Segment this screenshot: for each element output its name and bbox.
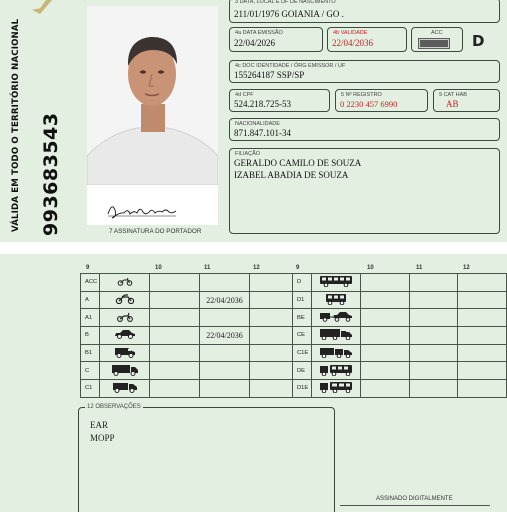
category-c10-cell (150, 327, 200, 345)
filiacao-label: FILIAÇÃO (235, 151, 261, 157)
doc-value: 155264187 SSP/SP (234, 70, 305, 80)
category-row (293, 291, 507, 309)
col-header-9-right: 9 (296, 265, 300, 271)
category-row (81, 327, 300, 345)
observations-label: 12 OBSERVAÇÕES (87, 404, 141, 410)
van-icon (114, 347, 136, 360)
category-code: BE (293, 309, 312, 327)
observations-box (78, 404, 335, 512)
vehicle-icon-cell (100, 362, 150, 380)
digital-signature-text: ASSINADO DIGITALMENTE (376, 496, 453, 502)
category-c12-cell (458, 309, 507, 327)
observation-line-2: MOPP (90, 433, 115, 443)
category-code: C1E (293, 344, 312, 362)
category-row (293, 344, 507, 362)
cat-hab-label: 9 CAT HAB (439, 92, 467, 98)
vehicle-icon-cell (100, 327, 150, 345)
signature-caption: 7 ASSINATURA DO PORTADOR (109, 228, 202, 235)
category-c11-cell (409, 274, 458, 292)
registro-label: 5 Nº REGISTRO (341, 92, 382, 98)
category-row (293, 327, 507, 345)
truck-icon (111, 364, 139, 378)
category-row (81, 274, 300, 292)
category-c10-cell (361, 327, 410, 345)
portrait-photo (87, 6, 218, 185)
signature-scribble (106, 200, 178, 220)
minibus-icon (325, 293, 347, 307)
category-c11-cell: 22/04/2036 (200, 327, 250, 345)
bus-trailer-icon (319, 364, 353, 378)
issue-date-label: 4a DATA EMISSÃO (235, 30, 283, 36)
category-row (81, 291, 300, 309)
cat-hab-value: AB (446, 99, 459, 109)
birth-value: 211/01/1976 GOIANIA / GO . (234, 9, 344, 19)
category-c11-cell (200, 380, 250, 398)
category-row (81, 309, 300, 327)
category-c11-cell (409, 380, 458, 398)
category-c10-cell (361, 274, 410, 292)
category-c10-cell (150, 344, 200, 362)
vehicle-icon-cell (311, 380, 361, 398)
digital-signature-line (340, 505, 490, 506)
category-row (293, 380, 507, 398)
vehicle-icon-cell (100, 309, 150, 327)
doc-label: 4c DOC IDENTIDADE / ÓRG EMISSOR / UF (235, 63, 346, 69)
license-side-number: 993683543 (40, 112, 62, 236)
category-c11-cell (200, 344, 250, 362)
category-code: C (81, 362, 100, 380)
nationality-label: NACIONALIDADE (235, 121, 280, 127)
category-c11-cell: 22/04/2036 (200, 291, 250, 309)
nationality-field (229, 118, 500, 141)
validity-label: 4b VALIDADE (333, 30, 368, 36)
category-c12-cell (458, 274, 507, 292)
minibus-trailer-icon (319, 381, 353, 395)
category-c10-cell (361, 380, 410, 398)
category-c12-cell (458, 291, 507, 309)
vehicle-icon-cell (311, 274, 361, 292)
category-c10-cell (150, 309, 200, 327)
vehicle-icon-cell (100, 291, 150, 309)
birth-label: 3 DATA, LOCAL E UF DE NASCIMENTO (235, 0, 336, 5)
emblem-icon (32, 0, 52, 14)
acc-field (411, 27, 463, 52)
cat-hab-field (433, 89, 500, 112)
vehicle-icon-cell (100, 380, 150, 398)
nationality-value: 871.847.101-34 (234, 128, 291, 138)
small-truck-icon (112, 381, 138, 395)
scooter-icon (116, 312, 134, 324)
vehicle-icon-cell (311, 362, 361, 380)
father-name: GERALDO CAMILO DE SOUZA (234, 158, 362, 168)
car-icon (114, 329, 136, 341)
category-c10-cell (361, 344, 410, 362)
vehicle-icon-cell (311, 309, 361, 327)
category-c12-cell (458, 362, 507, 380)
col-header-11-right: 11 (416, 265, 423, 271)
vehicle-icon-cell (311, 327, 361, 345)
category-code: D1 (293, 291, 312, 309)
acc-label: ACC (431, 30, 443, 36)
category-code: B (81, 327, 100, 345)
category-c11-cell (200, 274, 250, 292)
category-row (293, 309, 507, 327)
vehicle-icon-cell (100, 344, 150, 362)
category-c10-cell (361, 309, 410, 327)
vehicle-icon-cell (311, 291, 361, 309)
registro-field (335, 89, 428, 112)
category-c11-cell (200, 362, 250, 380)
category-row (81, 362, 300, 380)
validity-field (327, 27, 407, 52)
small-truck-trailer-icon (319, 346, 353, 360)
category-code: D1E (293, 380, 312, 398)
cpf-value: 524.218.725-53 (234, 99, 291, 109)
col-header-10-right: 10 (367, 265, 374, 271)
category-code: DE (293, 362, 312, 380)
observation-line-1: EAR (90, 420, 108, 430)
category-letter: D (472, 32, 485, 50)
category-row (293, 362, 507, 380)
motorcycle-icon (115, 294, 135, 306)
category-code: C1 (81, 380, 100, 398)
category-c12-cell (458, 327, 507, 345)
validity-statement: VÁLIDA EM TODO O TERRITÓRIO NACIONAL (11, 18, 21, 232)
acc-barcode (419, 39, 449, 48)
doc-field (229, 60, 500, 83)
category-c10-cell (361, 362, 410, 380)
category-row (81, 344, 300, 362)
category-code: CE (293, 327, 312, 345)
car-trailer-icon (319, 311, 353, 324)
col-header-10-left: 10 (155, 265, 162, 271)
vehicle-icon-cell (311, 344, 361, 362)
issue-date-field (229, 27, 323, 52)
col-header-12-left: 12 (253, 265, 260, 271)
license-front (0, 0, 507, 242)
category-c12-cell (458, 380, 507, 398)
category-c11-cell (200, 309, 250, 327)
portrait-icon (87, 6, 218, 185)
category-c10-cell (150, 380, 200, 398)
category-c10-cell (150, 362, 200, 380)
validity-value: 22/04/2036 (332, 38, 374, 48)
category-c12-cell (458, 344, 507, 362)
category-c11-cell (409, 291, 458, 309)
category-c11-cell (409, 309, 458, 327)
category-c10-cell (361, 291, 410, 309)
category-code: ACC (81, 274, 100, 292)
categories-table-right (292, 273, 507, 398)
category-c11-cell (409, 362, 458, 380)
category-row (293, 274, 507, 292)
col-header-12-right: 12 (463, 265, 470, 271)
issue-date-value: 22/04/2026 (234, 38, 276, 48)
birth-field (229, 0, 500, 23)
registro-value: 0 2230 457 6990 (340, 99, 398, 109)
col-header-11-left: 11 (204, 265, 211, 271)
category-code: A (81, 291, 100, 309)
category-row (81, 380, 300, 398)
categories-table-left (80, 273, 300, 398)
category-c10-cell (150, 274, 200, 292)
category-c11-cell (409, 327, 458, 345)
cpf-field (229, 89, 330, 112)
cpf-label: 4d CPF (235, 92, 254, 98)
col-header-9-left: 9 (86, 265, 90, 271)
vehicle-icon-cell (100, 274, 150, 292)
category-c10-cell (150, 291, 200, 309)
category-c11-cell (409, 344, 458, 362)
filiacao-field (229, 148, 500, 234)
mother-name: IZABEL ABADIA DE SOUZA (234, 170, 349, 180)
bus-icon (319, 275, 353, 289)
moped-icon (117, 277, 133, 288)
truck-trailer-icon (319, 328, 353, 342)
category-code: B1 (81, 344, 100, 362)
category-code: D (293, 274, 312, 292)
category-code: A1 (81, 309, 100, 327)
